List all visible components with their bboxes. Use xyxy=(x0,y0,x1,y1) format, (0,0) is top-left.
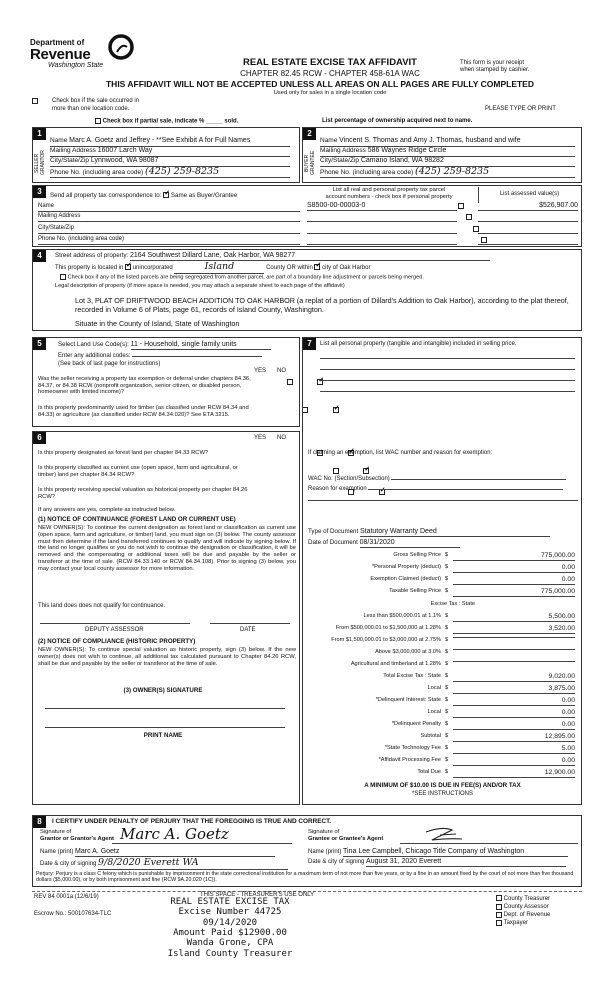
city-checkbox[interactable] xyxy=(314,264,320,270)
tax-gross: Gross Selling Price $ 775,000.00 xyxy=(393,552,575,559)
tax-personal: *Personal Property (deduct) $ 0.00 xyxy=(371,564,575,571)
escrow-number: 500107634-TLC xyxy=(68,911,112,917)
street-address-row: Street address of property: 2164 Southwest Dillard Lane, Oak Harbor, WA 98277 xyxy=(55,252,575,261)
grantee-date[interactable]: August 31, 2020 Everett xyxy=(366,858,566,867)
assessed-row-3[interactable] xyxy=(478,225,578,234)
s6-q3: Is this property receiving special valuation as historical property per chapter 84.26 RCW? xyxy=(38,487,248,500)
tax-local2: Local $ 0.00 xyxy=(427,709,575,716)
copy-dept-revenue: Dept. of Revenue xyxy=(496,911,550,919)
form-title: REAL ESTATE EXCISE TAX AFFIDAVIT xyxy=(242,57,417,68)
tax-tier4: Above $3,000,000 at 3.0% $ xyxy=(305,649,585,659)
grantee-signature-scribble xyxy=(422,826,470,844)
grantee-name-row: Name (print) Tina Lee Campbell, Chicago Title Company of Washington xyxy=(308,848,580,857)
notice2-body: NEW OWNER(S): To continue special valuation as historic property, sign (3) below. If the new owner(s) does not wish to continue, all additional tax calculated pursuant to Chapter 84.26 RCW, shall be due and payable by the seller or transferor at the time of sale. xyxy=(38,647,296,667)
exemption-claim: If claiming an exemption, list WAC number and reason for exemption: xyxy=(308,450,493,456)
copy-county-assessor: County Assessor xyxy=(496,903,550,911)
tax-tier2: From $500,000.01 to $1,500,000 at 1.28% $ 3,520.00 xyxy=(335,625,575,632)
section-8-number: 8 xyxy=(33,816,46,828)
section-6-number: 6 xyxy=(33,432,46,444)
seller-side-label: SELLER GRANTOR xyxy=(34,150,46,176)
logo-dept: Department of xyxy=(30,38,85,47)
partial-sale: Check box if partial sale, indicate % _____ sold. xyxy=(95,118,238,125)
grantee-signature[interactable] xyxy=(400,826,578,844)
seller-mailing: 16007 Larch Way xyxy=(97,147,153,154)
copy-taxpayer: Taxpayer xyxy=(496,919,550,927)
owner-sig-label: (3) OWNER(S) SIGNATURE xyxy=(123,687,203,694)
if-yes: If any answers are yes, complete as instructed below. xyxy=(38,507,176,513)
s5-q1: Was the seller receiving a property tax exemption or deferral under chapters 84.36, 84.37, or 84.38 RCW (nonprofit organization, senior citizen, or disabled person, homeowner with limited income)? xyxy=(38,376,251,396)
print-name-line[interactable] xyxy=(45,724,285,728)
assessed-header: List assessed value(s) xyxy=(478,187,580,203)
pp-line-1[interactable] xyxy=(320,355,575,359)
ownership-pct: List percentage of ownership acquired next to name. xyxy=(322,118,473,124)
assessed-row-4[interactable] xyxy=(478,236,578,245)
section-3-number: 3 xyxy=(33,186,46,198)
grantee-name[interactable]: Tina Lee Campbell, Chicago Title Company of Washington xyxy=(343,848,568,857)
additional-codes: Enter any additional codes: xyxy=(58,351,288,360)
see-back: (See back of last page for instructions) xyxy=(58,361,161,367)
section-1-number: 1 xyxy=(33,128,46,140)
doc-date-row: Date of Document 08/31/2020 xyxy=(308,539,578,548)
legal-situate: Situate in the County of Island, State of Washington xyxy=(75,319,240,328)
logo-revenue: Revenue xyxy=(30,46,91,64)
minimum-due: A MINIMUM OF $10.00 IS DUE IN FEE(S) AND/OR TAX xyxy=(364,782,521,789)
see-instructions: *SEE INSTRUCTIONS xyxy=(411,791,473,797)
dor-logo xyxy=(30,38,140,70)
form-header xyxy=(180,58,480,78)
parcel-row-2[interactable] xyxy=(307,213,457,222)
buyer-mailing-row[interactable]: Mailing Address 586 Waynes Ridge Circle xyxy=(320,147,575,157)
reason-line-2[interactable] xyxy=(308,497,578,501)
notice2-title: (2) NOTICE OF COMPLIANCE (HISTORIC PROPERTY) xyxy=(38,638,196,645)
pp-line-4[interactable] xyxy=(320,388,575,392)
deputy-label: DEPUTY ASSESSOR xyxy=(85,627,144,633)
unincorporated-checkbox[interactable] xyxy=(125,264,131,270)
seller-phone-row[interactable]: Phone No. (including area code) (425) 259-8235 xyxy=(50,167,290,178)
grantor-date[interactable]: 9/8/2020 Everett WA xyxy=(98,858,288,870)
same-as-buyer-checkbox[interactable] xyxy=(163,192,169,198)
tax-delinq-pen: *Delinquent Penalty $ 0.00 xyxy=(391,721,575,728)
reason-row: Reason for exemption xyxy=(308,484,578,493)
grantor-name-row: Name (print) Marc A. Goetz xyxy=(40,848,295,857)
escrow-row: Escrow No.: 500107634-TLC xyxy=(34,911,112,917)
swirl-logo-icon xyxy=(108,34,134,60)
tax-proc: *Affidavit Processing Fee $ 0.00 xyxy=(378,757,575,764)
copy-distribution xyxy=(496,895,550,927)
section-7-number: 7 xyxy=(303,338,316,350)
assessed-row-2[interactable] xyxy=(478,213,578,222)
tax-taxable: Taxable Selling Price $ 775,000.00 xyxy=(389,588,575,595)
grantor-signature[interactable]: Marc A. Goetz xyxy=(112,826,292,844)
partial-sale-checkbox[interactable] xyxy=(95,118,101,124)
tax-delinq-int: *Delinquent Interest: State $ 0.00 xyxy=(375,697,575,704)
rev-form-number: REV 84 0001a (12/6/19) xyxy=(34,894,99,900)
grantor-sig-label: Signature of Grantor or Grantor's Agent xyxy=(40,829,114,842)
date-label: DATE xyxy=(240,627,256,633)
notice1-body: NEW OWNER(S): To continue the current designation as forest land or classification as current use (open space, farm and agriculture, or timber) land, you must sign on (3) below. The county assessor must then determine if the land transferred continues to qualify and will indicate by signing below. If the land no longer qualifies or you do not wish to continue the designation or classification, it will be removed and the compensating or additional taxes will be due and payable by the seller or transferor at the time of sale. (RCW 84.33.140 or RCW 84.34.108). Prior to signing (3) below, you may contact your local county assessor for more information. xyxy=(38,525,296,572)
additional-codes-field[interactable] xyxy=(132,351,262,357)
send-correspondence: Send all property tax correspondence to: ✓ Same as Buyer/Grantee xyxy=(50,192,237,199)
tax-subtotal: Subtotal $ 12,895.00 xyxy=(420,733,575,740)
pp-line-3[interactable] xyxy=(320,377,575,381)
treasurer-space: THIS SPACE - TREASURER'S USE ONLY xyxy=(200,892,315,898)
section-4-number: 4 xyxy=(33,250,46,262)
seller-phone: (425) 259-8235 xyxy=(145,166,220,177)
seller-mailing-row[interactable]: Mailing Address 16007 Larch Way xyxy=(50,147,290,157)
seller-name: Marc A. Goetz and Jeffrey - **See Exhibit A for Full Names xyxy=(69,137,251,144)
personal-property-checkbox-2[interactable] xyxy=(466,214,472,220)
notice1-title: (1) NOTICE OF CONTINUANCE (FOREST LAND OR CURRENT USE) xyxy=(38,516,236,523)
treasurer-stamp: REAL ESTATE EXCISE TAX Excise Number 44725 09/14/2020 Amount Paid $12900.00 Wanda Grone, CPA Island County Treasurer xyxy=(167,897,293,959)
parcel-header: List all real and personal property tax parcel account numbers - check box if personal property xyxy=(325,187,453,200)
copy-county-treasurer: County Treasurer xyxy=(496,895,550,903)
logo-state: Washington State xyxy=(48,62,104,70)
buyer-phone-row[interactable]: Phone No. (including area code) (425) 259-8235 xyxy=(320,167,575,178)
buyer-side-label: BUYER GRANTEE xyxy=(304,150,316,176)
tax-tech: *State Technology Fee $ 5.00 xyxy=(384,745,575,752)
buyer-city-row[interactable]: City/State/Zip Camano Island, WA 98282 xyxy=(320,157,575,167)
s5-q2: Is this property predominantly used for timber (as classified under RCW 84.34 and 84.33) or agriculture (as classified under RCW 84.34.020)? See ETA 3215. xyxy=(38,405,249,418)
county-name[interactable]: Island xyxy=(174,262,264,274)
deputy-date-line[interactable] xyxy=(210,620,290,624)
seller-name-row[interactable]: Name Marc A. Goetz and Jeffrey - **See Exhibit A for Full Names xyxy=(50,137,290,147)
reason-field[interactable] xyxy=(368,484,563,490)
grantor-date-row: Date & city of signing 9/8/2020 Everett WA xyxy=(40,858,295,870)
segregated-checkbox[interactable] xyxy=(60,274,66,280)
print-name-label: PRINT NAME xyxy=(143,732,183,739)
personal-property-checkbox-1[interactable] xyxy=(458,203,464,209)
pp-line-2[interactable] xyxy=(320,366,575,370)
tax-excise-state: Excise Tax : State xyxy=(430,601,475,607)
qualify-line: This land does does not qualify for continuance. xyxy=(38,603,166,609)
location-row: This property is located in ✓ unincorporated Island County OR within ✓ city of Oak Harbor xyxy=(55,262,575,274)
corr-name-row[interactable]: Name xyxy=(38,203,300,212)
multi-location-checkbox[interactable] xyxy=(32,98,38,104)
grantor-name[interactable]: Marc A. Goetz xyxy=(75,848,275,857)
parcel-number[interactable]: S8500-00-00003-0 xyxy=(307,202,457,211)
perjury-notice: Perjury: Perjury is a class C felony which is punishable by imprisonment in the state correctional institution for a maximum term of not more than five years, or by a fine in an amount fixed by the court of not more than five thousand dollars ($5,000.00), or by both imprisonment and fine (RCW 9A.20.020 (1C)). xyxy=(36,871,574,884)
street-address[interactable]: 2164 Southwest Dillard Lane, Oak Harbor, WA 98277 xyxy=(130,252,490,261)
corr-mailing-row[interactable]: Mailing Address xyxy=(38,213,300,222)
tax-exemption: Exemption Claimed (deduct) $ 0.00 xyxy=(370,576,575,583)
wac-field[interactable] xyxy=(391,474,566,480)
parcel-row-4[interactable] xyxy=(307,236,457,245)
segregated-row: Check box if any of the listed parcels are being segregated from another parcel, are part of a boundary line adjustment or parcels being merged. xyxy=(60,274,580,281)
legal-description: Lot 3, PLAT OF DRIFTWOOD BEACH ADDITION TO OAK HARBOR (a replat of a portion of Dillard's Addition to Oak Harbor), according to the plat thereof, recorded in Volume 6 of Plats, page 61, records of Island County, Washington. xyxy=(75,296,569,314)
tax-total-state: Total Excise Tax : State $ 9,020.00 xyxy=(383,673,575,680)
land-use-row: Select Land Use Code(s): 11 - Household, single family units xyxy=(58,341,298,350)
assessed-value[interactable]: $526,907.00 xyxy=(478,202,578,211)
doc-type-row: Type of Document Statutory Warranty Deed xyxy=(308,528,578,537)
multi-location: Check box if the sale occurred in more than one location code. xyxy=(32,98,172,105)
section-2-number: 2 xyxy=(303,128,316,140)
type-or-print: PLEASE TYPE OR PRINT xyxy=(485,106,556,112)
owner-sig-line[interactable] xyxy=(45,705,285,709)
s5-q1-yes[interactable] xyxy=(287,379,293,385)
s6-q1: Is this property designated as forest land per chapter 84.33 RCW? xyxy=(38,450,209,456)
legal-label: Legal description of property (if more space is needed, you may attach a separate sheet to each page of the affidavit) xyxy=(55,283,345,289)
form-chapter: CHAPTER 82.45 RCW - CHAPTER 458-61A WAC xyxy=(240,68,420,78)
buyer-mailing: 586 Waynes Ridge Circle xyxy=(367,147,447,154)
grantee-sig-label: Signature of Grantee or Grantee's Agent xyxy=(308,829,384,842)
form-warning: THIS AFFIDAVIT WILL NOT BE ACCEPTED UNLESS ALL AREAS ON ALL PAGES ARE FULLY COMPLETED xyxy=(105,79,534,89)
tax-local: Local $ 3,875.00 xyxy=(427,685,575,692)
s6-q2: Is this property classified as current use (open space, farm and agricultural, or timber) land per chapter 84.34 RCW? xyxy=(38,465,238,478)
certify: I CERTIFY UNDER PENALTY OF PERJURY THAT THE FOREGOING IS TRUE AND CORRECT. xyxy=(52,818,332,825)
grantee-date-row: Date & city of signing August 31, 2020 Everett xyxy=(308,858,580,867)
parcel-row-3[interactable] xyxy=(307,225,457,234)
land-use-code[interactable]: 11 - Household, single family units xyxy=(131,341,271,350)
buyer-city: Camano Island, WA 98282 xyxy=(360,157,444,164)
buyer-name: Vincent S. Thomas and Amy J. Thomas, husband and wife xyxy=(339,137,521,144)
tax-tier3: From $1,500,000.01 to $3,000,000 at 2.75% $ xyxy=(305,637,585,647)
seller-city: Lynnwood, WA 98087 xyxy=(90,157,159,164)
tax-total-due: Total Due $ 12,900.00 xyxy=(417,769,575,776)
personal-property-label: List all personal property (tangible and intangible) included in selling price. xyxy=(320,341,517,347)
section-5-number: 5 xyxy=(33,338,46,350)
seller-city-row[interactable]: City/State/Zip Lynnwood, WA 98087 xyxy=(50,157,290,167)
corr-city-row[interactable]: City/State/Zip xyxy=(38,225,300,234)
deputy-line[interactable] xyxy=(40,620,190,624)
buyer-name-row[interactable]: Name Vincent S. Thomas and Amy J. Thomas, husband and wife xyxy=(320,137,575,147)
receipt-note: This form is your receipt when stamped by cashier. xyxy=(460,60,530,73)
buyer-phone: (425) 259-8235 xyxy=(415,166,490,177)
tax-tier1: Less than $500,000.01 at 1.1% $ 5,500.00 xyxy=(363,613,575,620)
corr-phone-row[interactable]: Phone No. (including area code) xyxy=(38,236,300,245)
used-only: Used only for sales in a single location code xyxy=(273,90,387,96)
wac-row: WAC No. (Section/Subsection) xyxy=(308,474,578,483)
doc-type[interactable]: Statutory Warranty Deed xyxy=(360,528,550,537)
tax-ag: Agricultural and timberland at 1.28% $ xyxy=(305,661,585,671)
doc-date[interactable]: 08/31/2020 xyxy=(360,539,460,548)
